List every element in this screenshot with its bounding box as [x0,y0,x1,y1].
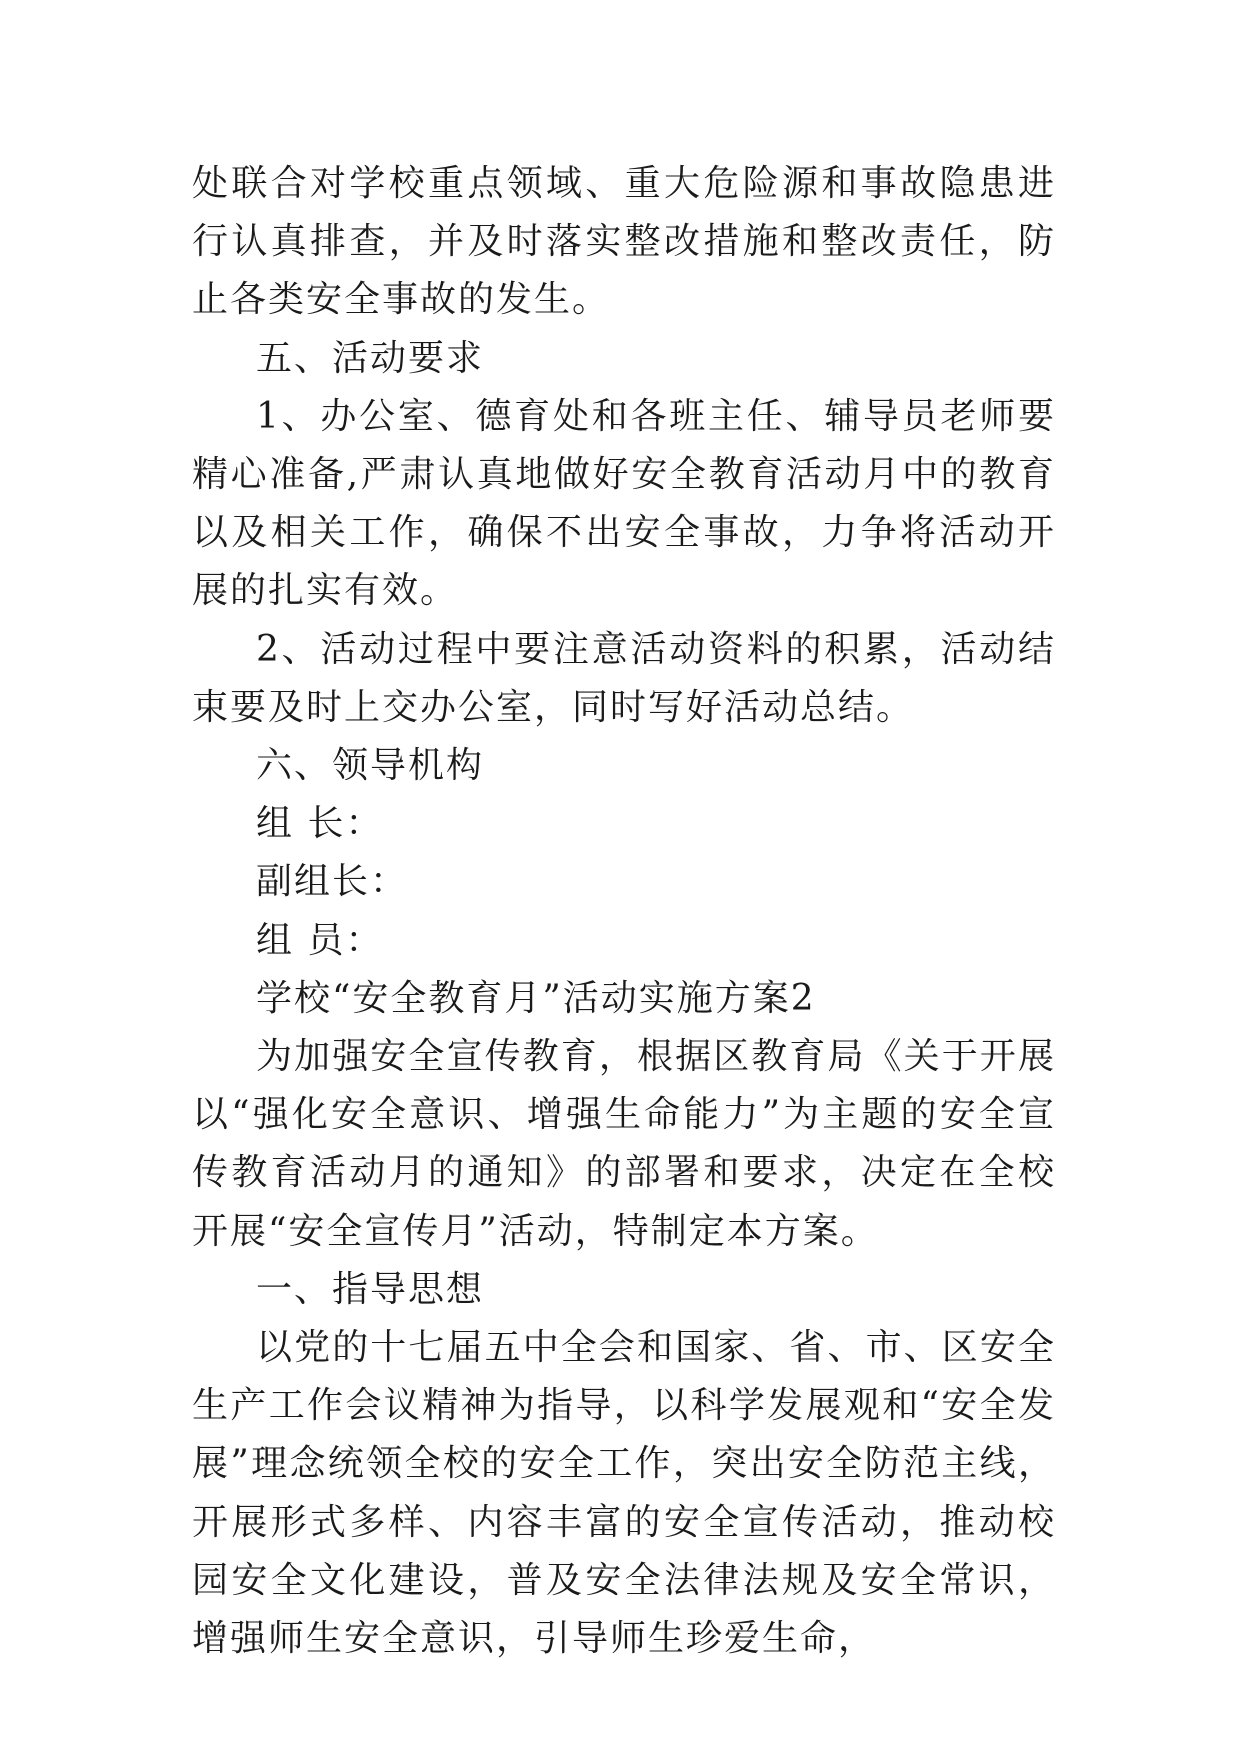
paragraph: 以党的十七届五中全会和国家、省、市、区安全生产工作会议精神为指导，以科学发展观和“安全发展”理念统领全校的安全工作，突出安全防范主线，开展形式多样、内容丰富的安全宣传活动，推动校园安全文化建设，普及安全法律法规及安全常识，增强师生安全意识，引导师生珍爱生命， [192,1327,1056,1660]
paragraph: 2、活动过程中要注意活动资料的积累，活动结束要及时上交办公室，同时写好活动总结。 [192,628,1056,728]
document-body [192,155,1056,1668]
member-line: 组 员： [256,919,384,961]
paragraph: 为加强安全宣传教育，根据区教育局《关于开展以“强化安全意识、增强生命能力”为主题的安全宣传教育活动月的通知》的部署和要求，决定在全校开展“安全宣传月”活动，特制定本方案。 [192,1036,1056,1252]
section-heading-guiding-ideology: 一、指导思想 [256,1268,485,1310]
plan-title: 学校“安全教育月”活动实施方案2 [256,977,816,1019]
paragraph: 1、办公室、德育处和各班主任、辅导员老师要精心准备,严肃认真地做好安全教育活动月中的教育以及相关工作，确保不出安全事故，力争将活动开展的扎实有效。 [192,395,1056,612]
section-heading-leadership: 六、领导机构 [256,745,485,787]
paragraph: 处联合对学校重点领域、重大危险源和事故隐患进行认真排查，并及时落实整改措施和整改责任，防止各类安全事故的发生。 [192,163,1056,321]
deputy-leader-line: 副组长： [256,861,409,903]
leader-line: 组 长： [256,803,384,845]
section-heading-activity-requirements: 五、活动要求 [256,337,485,379]
